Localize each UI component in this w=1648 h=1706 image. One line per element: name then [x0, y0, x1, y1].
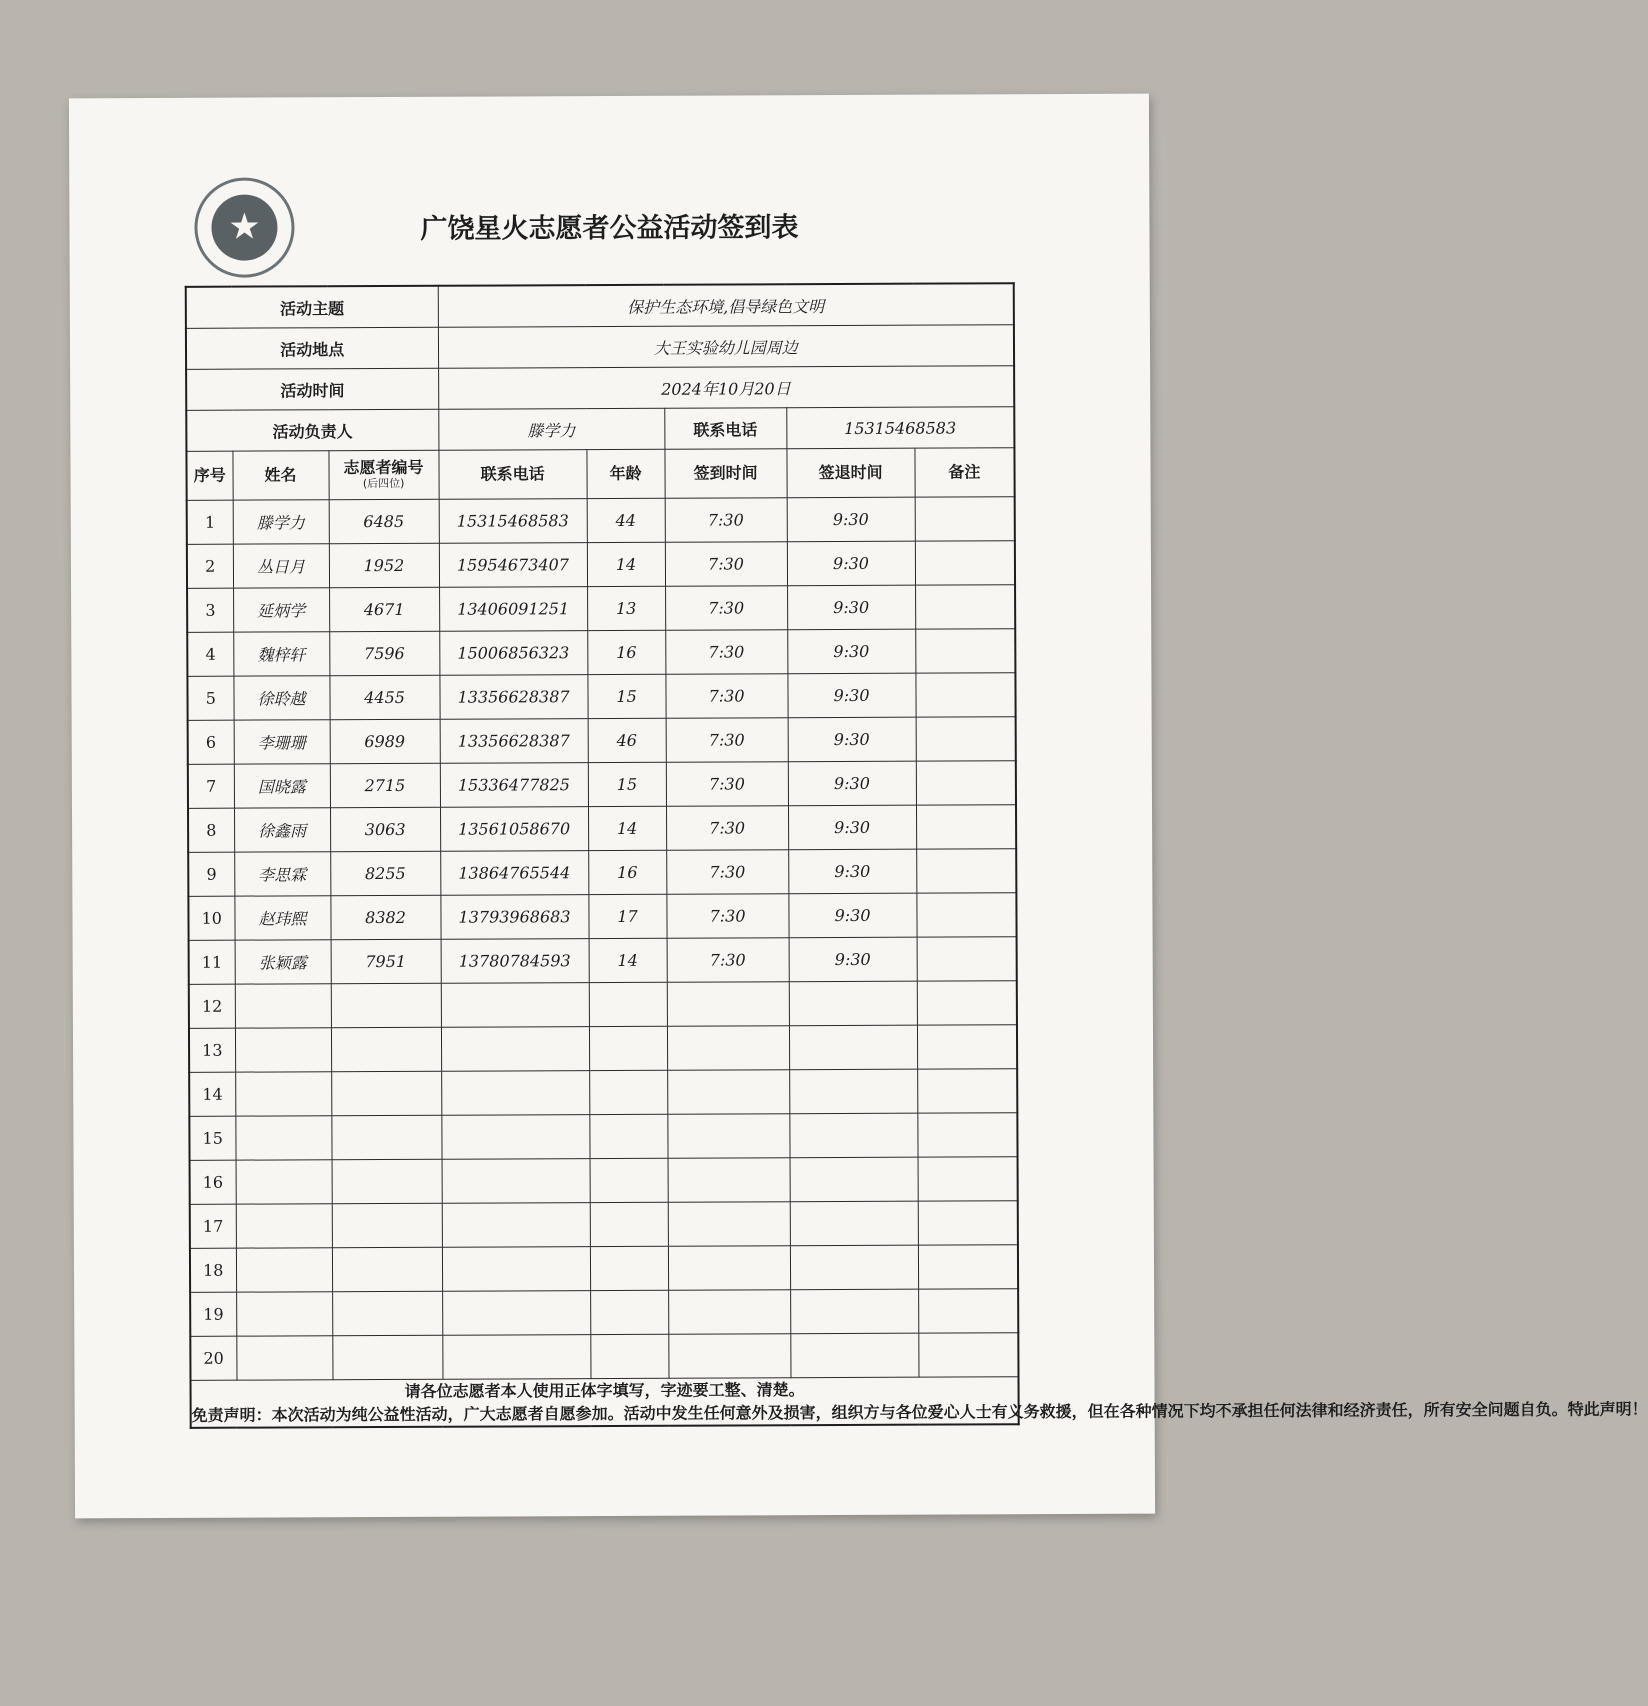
info-row-time: [186, 366, 1014, 411]
row-phone: 13406091251: [439, 587, 587, 632]
row-remark: [916, 761, 1016, 805]
row-age: 16: [587, 630, 665, 674]
table-row: [187, 673, 1015, 721]
row-volunteer-id: [332, 1203, 442, 1247]
row-sign-out: 9:30: [788, 717, 916, 762]
time-value: 2024年10月20日: [438, 366, 1014, 410]
row-sign-out: 9:30: [789, 937, 917, 982]
row-volunteer-id: 4671: [329, 587, 439, 631]
table-row: [187, 629, 1015, 677]
row-sign-in: [668, 1202, 790, 1247]
row-age: 15: [587, 674, 665, 718]
row-name: [236, 1160, 332, 1204]
info-row-leader: [186, 407, 1014, 452]
row-sign-out: 9:30: [787, 585, 915, 630]
row-sign-in: [667, 1114, 789, 1159]
row-age: [589, 1114, 667, 1158]
row-phone: [442, 1247, 590, 1292]
row-index: 17: [190, 1204, 236, 1248]
col-sign-out: 签退时间: [786, 448, 914, 498]
row-sign-out: [789, 981, 917, 1026]
row-volunteer-id: 7951: [331, 939, 441, 983]
row-name: [236, 1292, 332, 1336]
row-name: [236, 1204, 332, 1248]
row-sign-in: 7:30: [666, 850, 788, 895]
row-index: 14: [189, 1072, 235, 1116]
row-sign-in: 7:30: [666, 806, 788, 851]
row-name: 魏梓轩: [233, 632, 329, 676]
row-name: [235, 1028, 331, 1072]
row-sign-out: 9:30: [787, 629, 915, 674]
row-phone: [441, 983, 589, 1028]
leader-value: 滕学力: [438, 408, 664, 450]
table-row: [189, 1113, 1017, 1161]
row-sign-in: 7:30: [665, 630, 787, 675]
row-sign-in: [668, 1158, 790, 1203]
row-age: [589, 982, 667, 1026]
row-remark: [915, 673, 1015, 717]
row-remark: [917, 937, 1017, 981]
row-volunteer-id: 1952: [329, 543, 439, 587]
row-volunteer-id: 8382: [330, 895, 440, 939]
notice-instruction: 请各位志愿者本人使用正体字填写，字迹要工整、清楚。: [404, 1380, 805, 1401]
row-remark: [917, 1069, 1017, 1113]
row-phone: 13864765544: [440, 851, 588, 896]
row-phone: 15336477825: [440, 763, 588, 808]
row-name: [236, 1248, 332, 1292]
row-remark: [917, 1025, 1017, 1069]
col-phone: 联系电话: [438, 450, 586, 500]
row-volunteer-id: 4455: [329, 675, 439, 719]
row-sign-in: 7:30: [665, 674, 787, 719]
leader-phone-label: 联系电话: [664, 408, 786, 450]
table-row: [190, 1201, 1018, 1249]
row-sign-in: 7:30: [665, 498, 787, 543]
row-remark: [918, 1201, 1018, 1245]
row-volunteer-id: [332, 1247, 442, 1291]
row-name: [235, 984, 331, 1028]
row-index: 12: [189, 984, 235, 1028]
row-phone: [441, 1071, 589, 1116]
table-row: [189, 1025, 1017, 1073]
row-index: 20: [190, 1336, 236, 1380]
row-sign-out: 9:30: [787, 673, 915, 718]
row-volunteer-id: [332, 1335, 442, 1379]
row-volunteer-id: [331, 1027, 441, 1071]
row-phone: [441, 1115, 589, 1160]
row-remark: [918, 1289, 1018, 1333]
row-index: 4: [187, 632, 233, 676]
row-sign-out: [789, 1025, 917, 1070]
table-row: [190, 1245, 1018, 1293]
row-age: 14: [587, 542, 665, 586]
row-age: 16: [588, 850, 666, 894]
star-icon: ★: [211, 194, 277, 260]
row-sign-out: [790, 1157, 918, 1202]
row-age: 14: [589, 938, 667, 982]
row-age: [589, 1026, 667, 1070]
location-value: 大王实验幼儿园周边: [438, 325, 1014, 369]
row-remark: [917, 981, 1017, 1025]
row-volunteer-id: 8255: [330, 851, 440, 895]
row-sign-in: [668, 1290, 790, 1335]
row-index: 1: [187, 500, 233, 544]
row-volunteer-id: [332, 1159, 442, 1203]
row-remark: [916, 849, 1016, 893]
row-sign-out: [790, 1245, 918, 1290]
col-age: 年龄: [586, 449, 664, 498]
row-phone: 13356628387: [440, 719, 588, 764]
theme-label: 活动主题: [186, 286, 438, 329]
col-sign-in: 签到时间: [664, 449, 786, 499]
row-name: 延炳学: [233, 588, 329, 632]
row-sign-in: 7:30: [667, 938, 789, 983]
row-phone: 15954673407: [439, 543, 587, 588]
row-index: 8: [188, 808, 234, 852]
row-volunteer-id: 2715: [330, 763, 440, 807]
row-remark: [915, 497, 1015, 541]
row-volunteer-id: [331, 983, 441, 1027]
row-sign-out: 9:30: [787, 541, 915, 586]
row-age: 15: [588, 762, 666, 806]
table-row: [187, 585, 1015, 633]
row-name: 徐聆越: [233, 676, 329, 720]
notice-row: [191, 1377, 1019, 1428]
column-header-row: [186, 448, 1014, 501]
col-remark: 备注: [914, 448, 1014, 497]
row-remark: [915, 541, 1015, 585]
page-title: 广饶星火志愿者公益活动签到表: [420, 212, 799, 245]
row-sign-out: 9:30: [788, 805, 916, 850]
row-remark: [918, 1333, 1018, 1377]
row-age: [590, 1246, 668, 1290]
row-name: 李思霖: [234, 852, 330, 896]
row-index: 9: [188, 852, 234, 896]
row-index: 19: [190, 1292, 236, 1336]
row-age: 13: [587, 586, 665, 630]
row-phone: 13561058670: [440, 807, 588, 852]
row-age: 17: [588, 894, 666, 938]
row-remark: [918, 1245, 1018, 1289]
table-rows: [187, 497, 1019, 1381]
row-sign-in: [667, 1070, 789, 1115]
row-remark: [916, 805, 1016, 849]
row-sign-in: [668, 1246, 790, 1291]
row-sign-out: [790, 1201, 918, 1246]
info-row-theme: [186, 283, 1014, 328]
table-row: [190, 1289, 1018, 1337]
row-sign-in: [667, 1026, 789, 1071]
row-sign-in: [668, 1334, 790, 1379]
row-index: 2: [187, 544, 233, 588]
notice-disclaimer: 免责声明：本次活动为纯公益性活动，广大志愿者自愿参加。活动中发生任何意外及损害，组织方与各位爱心人士有义务救援，但在各种情况下均不承担任何法律和经济责任，所有安全问题自负。特此声明！: [191, 1399, 1648, 1426]
row-remark: [915, 629, 1015, 673]
row-index: 18: [190, 1248, 236, 1292]
row-index: 3: [187, 588, 233, 632]
table-row: [188, 761, 1016, 809]
row-phone: [442, 1291, 590, 1336]
row-name: 丛日月: [233, 544, 329, 588]
row-age: 44: [587, 498, 665, 542]
row-age: 46: [588, 718, 666, 762]
row-phone: 15006856323: [439, 631, 587, 676]
row-age: [590, 1334, 668, 1378]
row-age: [590, 1202, 668, 1246]
row-sign-out: 9:30: [788, 849, 916, 894]
row-name: 滕学力: [233, 500, 329, 544]
notice-cell: [191, 1377, 1648, 1428]
row-sign-in: 7:30: [666, 894, 788, 939]
row-volunteer-id: 7596: [329, 631, 439, 675]
col-name: 姓名: [232, 451, 328, 500]
col-volunteer-id-sub: (后四位): [362, 476, 405, 490]
row-phone: 15315468583: [439, 499, 587, 544]
row-volunteer-id: 6989: [330, 719, 440, 763]
row-phone: [442, 1335, 590, 1380]
table-row: [187, 541, 1015, 589]
row-remark: [917, 1113, 1017, 1157]
time-label: 活动时间: [186, 368, 438, 410]
row-name: [236, 1336, 332, 1380]
row-sign-out: 9:30: [787, 497, 915, 542]
sign-in-sheet-paper: [69, 94, 1648, 1519]
col-volunteer-id-label: 志愿者编号: [343, 458, 424, 478]
table-row: [189, 1069, 1017, 1117]
row-age: [589, 1070, 667, 1114]
row-phone: 13793968683: [440, 895, 588, 940]
row-name: 徐鑫雨: [234, 808, 330, 852]
row-volunteer-id: 6485: [329, 499, 439, 543]
row-name: [235, 1072, 331, 1116]
table-row: [188, 893, 1016, 941]
row-name: 李珊珊: [234, 720, 330, 764]
row-volunteer-id: [331, 1071, 441, 1115]
table-row: [189, 937, 1017, 985]
row-sign-out: [790, 1289, 918, 1334]
row-name: [235, 1116, 331, 1160]
row-sign-out: 9:30: [788, 893, 916, 938]
row-name: 赵玮熙: [234, 896, 330, 940]
row-index: 16: [190, 1160, 236, 1204]
row-phone: [442, 1159, 590, 1204]
row-index: 7: [188, 764, 234, 808]
table-row: [188, 805, 1016, 853]
leader-phone-value: 15315468583: [786, 407, 1014, 449]
row-volunteer-id: [331, 1115, 441, 1159]
row-index: 10: [188, 896, 234, 940]
row-sign-in: 7:30: [666, 718, 788, 763]
row-index: 15: [189, 1116, 235, 1160]
row-age: [590, 1290, 668, 1334]
row-phone: [441, 1027, 589, 1072]
row-phone: 13356628387: [439, 675, 587, 720]
location-label: 活动地点: [186, 327, 438, 369]
table-row: [187, 497, 1015, 545]
row-sign-out: [790, 1333, 918, 1378]
row-remark: [916, 717, 1016, 761]
col-index: 序号: [186, 451, 232, 500]
row-volunteer-id: [332, 1291, 442, 1335]
theme-value: 保护生态环境,倡导绿色文明: [438, 283, 1014, 327]
leader-label: 活动负责人: [186, 409, 438, 451]
row-age: 14: [588, 806, 666, 850]
row-index: 5: [187, 676, 233, 720]
row-sign-out: 9:30: [788, 761, 916, 806]
table-row: [188, 849, 1016, 897]
row-index: 13: [189, 1028, 235, 1072]
table-row: [190, 1333, 1018, 1381]
sign-in-table: [185, 282, 1648, 1429]
row-phone: [442, 1203, 590, 1248]
row-remark: [915, 585, 1015, 629]
row-index: 11: [189, 940, 235, 984]
row-sign-in: 7:30: [666, 762, 788, 807]
row-sign-in: [667, 982, 789, 1027]
info-row-location: [186, 325, 1014, 370]
row-name: 国晓露: [234, 764, 330, 808]
table-row: [190, 1157, 1018, 1205]
row-volunteer-id: 3063: [330, 807, 440, 851]
col-volunteer-id: [328, 450, 438, 499]
table-row: [188, 717, 1016, 765]
row-sign-in: 7:30: [665, 542, 787, 587]
row-sign-out: [789, 1069, 917, 1114]
table-row: [189, 981, 1017, 1029]
row-name: 张颖露: [235, 940, 331, 984]
row-index: 6: [188, 720, 234, 764]
row-sign-in: 7:30: [665, 586, 787, 631]
row-sign-out: [789, 1113, 917, 1158]
row-remark: [918, 1157, 1018, 1201]
row-remark: [916, 893, 1016, 937]
row-age: [590, 1158, 668, 1202]
row-phone: 13780784593: [441, 939, 589, 984]
